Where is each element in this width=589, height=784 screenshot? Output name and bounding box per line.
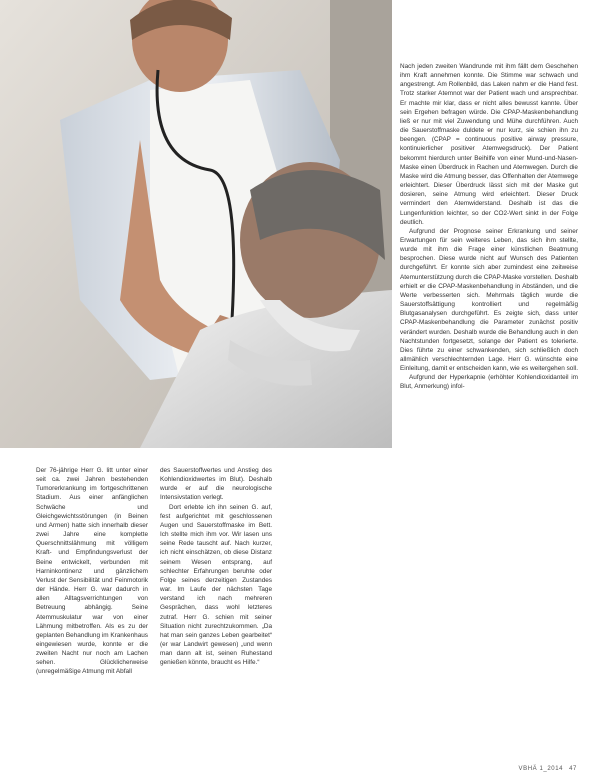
page-footer [518, 766, 577, 772]
article-column-right [400, 62, 578, 762]
article-paragraph: des Sauerstoffwertes und Anstieg des Kohlendioxidwertes im Blut). Deshalb wurde er auf die neurologische Intensivstation verlegt. [160, 467, 272, 502]
article-paragraph: Der 76-jährige Herr G. litt unter einer seit ca. zwei Jahren bestehenden Tumorerkrankung im fortgeschrittenen Stadium. Aus einer anfänglichen Schwäche und Gleichgewichtsstörungen (in Beinen und Armen) hatte sich innerhalb dieser zwei Jahre eine komplette Querschnittslähmung mit völligem Kraft- und Empfindungsverlust der Beine entwickelt, verbunden mit Harninkontinenz und gänzlichem Verlust der Sensibilität und Feinmotorik der Hände. Herr G. war dadurch in allen Alltagsverrichtungen von Betreuung abhängig. Seine Atemmuskulatur war von einer Lähmung mitbetroffen. Als es zu der geplanten Behandlung im Krankenhaus eingewiesen wurde, konnte er die zweiten Nacht nur noch am Lachen sehen. Glücklicherweise (unregelmäßige Atmung mit Abfall [36, 467, 148, 676]
article-paragraph: Nach jeden zweiten Wandrunde mit ihm fällt dem Geschehen ihm Kraft annehmen konnte. Die Stimme war schwach und angestrengt. Am Rollenbild, das Laken nahm er die Hand fest. Trotz starker Atemnot war der Patient wach und ansprechbar. Er machte mir klar, dass er nicht alles bewusst kannte. Über sein Ergehen befragen würde. Die CPAP-Maskenbehandlung ließ er nur mit viel Zuwendung und Mühe durchführen. Auch die Sauerstoffmaske duldete er nur kurz, sie schien ihn zu beengen. (CPAP = continuous positive airway pressure, kontinuierlicher positiver Atemwegsdruck). Der Patient bekommt hierdurch unter Beihilfe von einer Mund-und-Nasen-Maske einen Überdruck in Rachen und Atemwegen. Durch die Maske wird die Atmung besser, das Offenhalten der Atemwege erleichtert. Dieser Überdruck lässt sich mit der Maske gut dosieren, seine Atmung wird erleichtert. Dieser Druck vermindert den Atemwiderstand. Deshalb ist das die Lungenfunktion leichter, so der CO2-Wert sinkt in der Folge deutlich. [400, 63, 578, 226]
article-paragraph: Aufgrund der Hyperkapnie (erhöhter Kohlendioxidanteil im Blut, Anmerkung) infol- [400, 374, 578, 391]
article-photo [0, 0, 392, 448]
nurse-patient-illustration [0, 0, 392, 448]
journal-issue: VBHÄ 1_2014 [518, 766, 564, 772]
article-column-left [36, 466, 148, 766]
article-column-middle [160, 466, 272, 766]
page-number: 47 [569, 766, 577, 772]
article-paragraph: Aufgrund der Prognose seiner Erkrankung und seiner Erwartungen für sein weiteres Leben, das sich ihm stellte, wurde mit ihm die Frage einer künstlichen Beatmung besprochen. Diese wurde nicht auf Wunsch des Patienten durchgeführt. Er konnte sich aber zumindest eine zeitweise Atemunterstützung durch die CPAP-Maske vorstellen. Deshalb erhielt er die CPAP-Maskenbehandlung in Abständen, und die Werte verbesserten sich. Mehrmals täglich wurde die Sauerstoffsättigung kontrolliert und regelmäßig Blutgasanalysen durchgeführt. Es zeigte sich, dass unter CPAP-Maskenbehandlung die Parameter zunächst positiv verändert wurden. Deshalb wurde die Behandlung auch in den Nachtstunden fortgesetzt, solange der Patient es tolerierte. Dies führte zu einer schwankenden, sich schließlich doch allmählich verschlechternden Lage. Herr G. wünschte eine Einleitung, damit er entscheiden kann, wie es weitergehen soll. [400, 227, 578, 373]
article-paragraph: Dort erlebte ich ihn seinen G. auf, fest aufgerichtet mit geschlossenen Augen und Sauerstoffmaske im Bett. Ich stellte mich ihm vor. Wir lasen uns seine Rede tauscht auf. Nach kurzer, ich nicht einschätzen, ob diese Distanz seinem Wesen entsprang, auf schlechter Erfahrungen beruhte oder Folge seines derzeitigen Zustandes war. Im Laufe der nächsten Tage verstand ich nach mehreren Gesprächen, dass wohl letzteres zutraf. Herr G. schien mit seiner Situation nicht zurechtzukommen. „Da hat man sein ganzes Leben gearbeitet“ (er war Landwirt gewesen) „und wenn man dann alt ist, seinen Ruhestand genießen könnte, braucht es Hilfe.“ [160, 503, 272, 667]
